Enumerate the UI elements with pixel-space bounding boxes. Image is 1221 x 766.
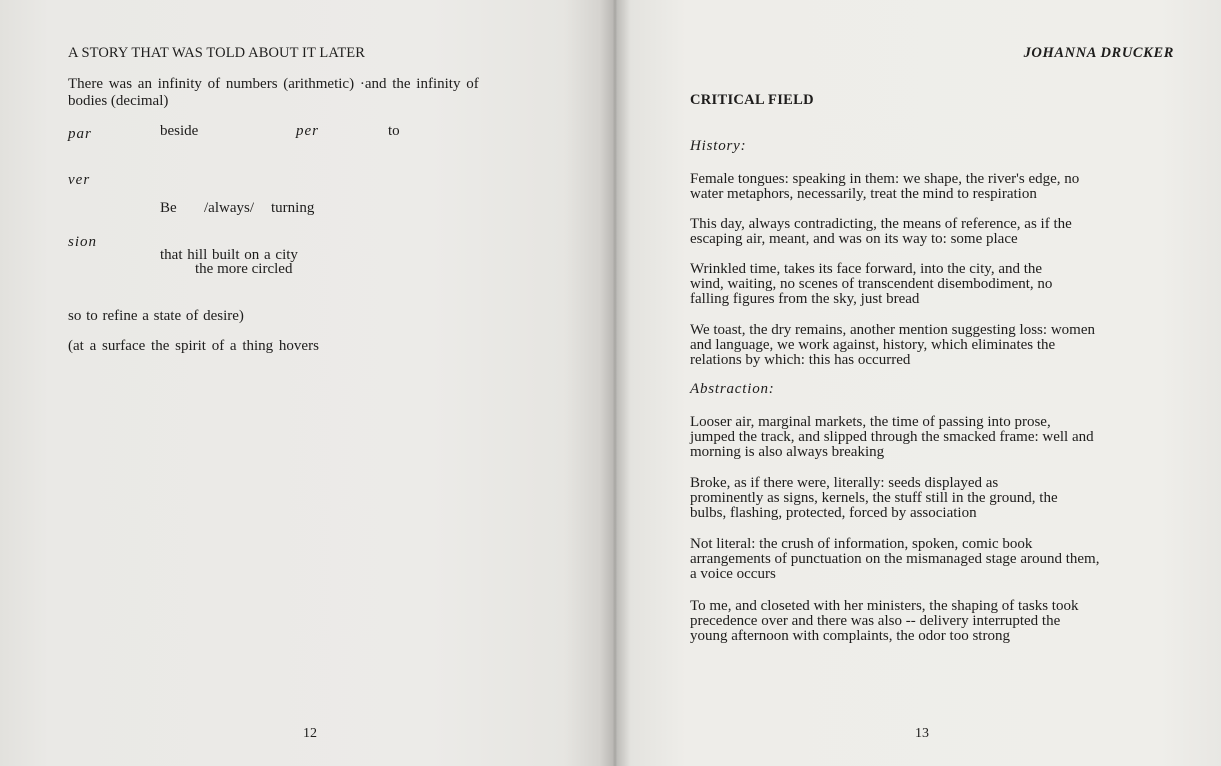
word-per: per <box>296 123 319 139</box>
abstraction-p1-l1: Looser air, marginal markets, the time of passing into prose, <box>690 414 1051 430</box>
line-refine: so to refine a state of desire) <box>68 308 244 324</box>
abstraction-p3-l1: Not literal: the crush of information, spoken, comic book <box>690 536 1033 552</box>
abstraction-p2-l3: bulbs, flashing, protected, forced by association <box>690 505 977 521</box>
left-page-number: 12 <box>303 726 317 741</box>
abstraction-p2-l2: prominently as signs, kernels, the stuff still in the ground, the <box>690 490 1058 506</box>
history-p3-l3: falling figures from the sky, just bread <box>690 291 920 307</box>
history-p4-l1: We toast, the dry remains, another mention suggesting loss: women <box>690 322 1095 338</box>
running-head: JOHANNA DRUCKER <box>1023 45 1174 61</box>
history-p4-l3: relations by which: this has occurred <box>690 352 911 368</box>
phrase-be: Be <box>160 200 177 216</box>
word-par: par <box>68 126 92 142</box>
abstraction-p4-l3: young afternoon with complaints, the odor too strong <box>690 628 1010 644</box>
word-ver: ver <box>68 172 91 188</box>
word-to: to <box>388 123 400 139</box>
line-hill: that hill built on a city <box>160 247 298 263</box>
history-p1-l2: water metaphors, necessarily, treat the mind to respiration <box>690 186 1037 202</box>
abstraction-p1-l2: jumped the track, and slipped through the smacked frame: well and <box>690 429 1094 445</box>
abstraction-heading: Abstraction: <box>690 381 775 397</box>
phrase-always: /always/ <box>204 200 254 216</box>
abstraction-p4-l2: precedence over and there was also -- delivery interrupted the <box>690 613 1061 629</box>
intro-line-1: There was an infinity of numbers (arithmetic) ·and the infinity of <box>68 76 479 92</box>
abstraction-p3-l2: arrangements of punctuation on the mismanaged stage around them, <box>690 551 1100 567</box>
history-p3-l1: Wrinkled time, takes its face forward, into the city, and the <box>690 261 1043 277</box>
abstraction-p1-l3: morning is also always breaking <box>690 444 885 460</box>
line-circled: the more circled <box>195 261 293 277</box>
right-page-number: 13 <box>915 726 929 741</box>
line-surface: (at a surface the spirit of a thing hovers <box>68 338 319 354</box>
history-p4-l2: and language, we work against, history, which eliminates the <box>690 337 1056 353</box>
abstraction-p2-l1: Broke, as if there were, literally: seeds displayed as <box>690 475 999 491</box>
history-p2-l2: escaping air, meant, and was on its way to: some place <box>690 231 1018 247</box>
word-beside: beside <box>160 123 199 139</box>
history-p1-l1: Female tongues: speaking in them: we shape, the river's edge, no <box>690 171 1080 187</box>
history-p3-l2: wind, waiting, no scenes of transcendent disembodiment, no <box>690 276 1053 292</box>
phrase-turning: turning <box>271 200 315 216</box>
abstraction-p3-l3: a voice occurs <box>690 566 776 582</box>
history-heading: History: <box>690 138 747 154</box>
right-page <box>613 0 1221 766</box>
word-sion: sion <box>68 234 98 250</box>
left-page-header: A STORY THAT WAS TOLD ABOUT IT LATER <box>68 45 366 61</box>
abstraction-p4-l1: To me, and closeted with her ministers, the shaping of tasks took <box>690 598 1079 614</box>
history-p2-l1: This day, always contradicting, the means of reference, as if the <box>690 216 1072 232</box>
intro-line-2: bodies (decimal) <box>68 93 169 109</box>
section-title: CRITICAL FIELD <box>690 92 814 108</box>
